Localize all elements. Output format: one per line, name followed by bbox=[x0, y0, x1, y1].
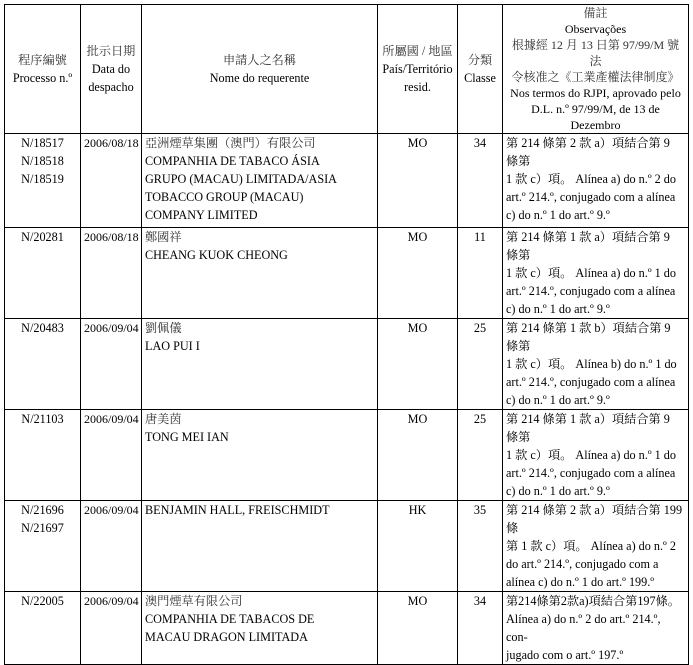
classe-cell: 25 bbox=[458, 410, 503, 501]
header-pais: 所屬國 / 地區 País/Território resid. bbox=[378, 5, 458, 134]
date-cell: 2006/09/04 bbox=[81, 501, 142, 592]
table-row bbox=[5, 228, 689, 319]
classe-cell: 11 bbox=[458, 228, 503, 319]
table-row bbox=[5, 319, 689, 410]
requerente-cell: 劉佩儀 LAO PUI I bbox=[142, 319, 378, 410]
country-cell: HK bbox=[378, 501, 458, 592]
country-cell: MO bbox=[378, 228, 458, 319]
observacoes-cell: 第 214 條第 2 款 a）項結合第 199 條 第 1 款 c）項。 Alínea a) do n.º 2 do art.º 214.º, conjugado com a alínea c) do n.º 1 do art.º 199.º bbox=[503, 501, 689, 592]
header-observacoes: 備註 Observações 根據經 12 月 13 日第 97/99/M 號法 令核准之《工業產權法律制度》 Nos termos do RJPI, aprovado pelo D.L. n.º 97/99/M, de 13 de Dezembro bbox=[503, 5, 689, 134]
country-cell: MO bbox=[378, 319, 458, 410]
classe-cell: 34 bbox=[458, 592, 503, 665]
classe-cell: 25 bbox=[458, 319, 503, 410]
country-cell: MO bbox=[378, 134, 458, 228]
observacoes-cell: 第 214 條第 1 款 b）項結合第 9 條第 1 款 c）項。 Alínea b) do n.º 1 do art.º 214.º, conjugado com a alínea c) do n.º 1 do art.º 9.º bbox=[503, 319, 689, 410]
processo-cell: N/20483 bbox=[5, 319, 81, 410]
country-cell: MO bbox=[378, 592, 458, 665]
date-cell: 2006/09/04 bbox=[81, 319, 142, 410]
processo-cell: N/20281 bbox=[5, 228, 81, 319]
table-row bbox=[5, 410, 689, 501]
date-cell: 2006/09/04 bbox=[81, 592, 142, 665]
table-row bbox=[5, 592, 689, 665]
observacoes-cell: 第 214 條第 1 款 a）項結合第 9 條第 1 款 c）項。 Alínea a) do n.º 1 do art.º 214.º, conjugado com a alínea c) do n.º 1 do art.º 9.º bbox=[503, 228, 689, 319]
observacoes-cell: 第 214 條第 1 款 a）項結合第 9 條第 1 款 c）項。 Alínea a) do n.º 1 do art.º 214.º, conjugado com a alínea c) do n.º 1 do art.º 9.º bbox=[503, 410, 689, 501]
header-data-despacho: 批示日期 Data do despacho bbox=[81, 5, 142, 134]
header-classe: 分類 Classe bbox=[458, 5, 503, 134]
observacoes-cell: 第214條第2款a)項結合第197條。 Alínea a) do n.º 2 do art.º 214.º, con- jugado com o art.º 197.º bbox=[503, 592, 689, 665]
table-row bbox=[5, 501, 689, 592]
header-requerente: 申請人之名稱 Nome do requerente bbox=[142, 5, 378, 134]
requerente-cell: 唐美茵 TONG MEI IAN bbox=[142, 410, 378, 501]
despachos-table bbox=[4, 4, 689, 665]
date-cell: 2006/09/04 bbox=[81, 410, 142, 501]
processo-cell: N/22005 bbox=[5, 592, 81, 665]
country-cell: MO bbox=[378, 410, 458, 501]
classe-cell: 34 bbox=[458, 134, 503, 228]
requerente-cell: 鄭國祥 CHEANG KUOK CHEONG bbox=[142, 228, 378, 319]
requerente-cell: 澳門煙草有限公司 COMPANHIA DE TABACOS DE MACAU DRAGON LIMITADA bbox=[142, 592, 378, 665]
table-row bbox=[5, 134, 689, 228]
header-processo: 程序編號 Processo n.º bbox=[5, 5, 81, 134]
date-cell: 2006/08/18 bbox=[81, 134, 142, 228]
processo-cell: N/18517 N/18518 N/18519 bbox=[5, 134, 81, 228]
table-body bbox=[5, 134, 689, 665]
classe-cell: 35 bbox=[458, 501, 503, 592]
header-row bbox=[5, 5, 689, 134]
processo-cell: N/21696 N/21697 bbox=[5, 501, 81, 592]
processo-cell: N/21103 bbox=[5, 410, 81, 501]
observacoes-cell: 第 214 條第 2 款 a）項結合第 9 條第 1 款 c）項。 Alínea a) do n.º 2 do art.º 214.º, conjugado com a alínea c) do n.º 1 do art.º 9.º bbox=[503, 134, 689, 228]
date-cell: 2006/08/18 bbox=[81, 228, 142, 319]
requerente-cell: BENJAMIN HALL, FREISCHMIDT bbox=[142, 501, 378, 592]
requerente-cell: 亞洲煙草集團（澳門）有限公司 COMPANHIA DE TABACO ÁSIA GRUPO (MACAU) LIMITADA/ASIA TOBACCO GROUP (MACAU) COMPANY LIMITED bbox=[142, 134, 378, 228]
